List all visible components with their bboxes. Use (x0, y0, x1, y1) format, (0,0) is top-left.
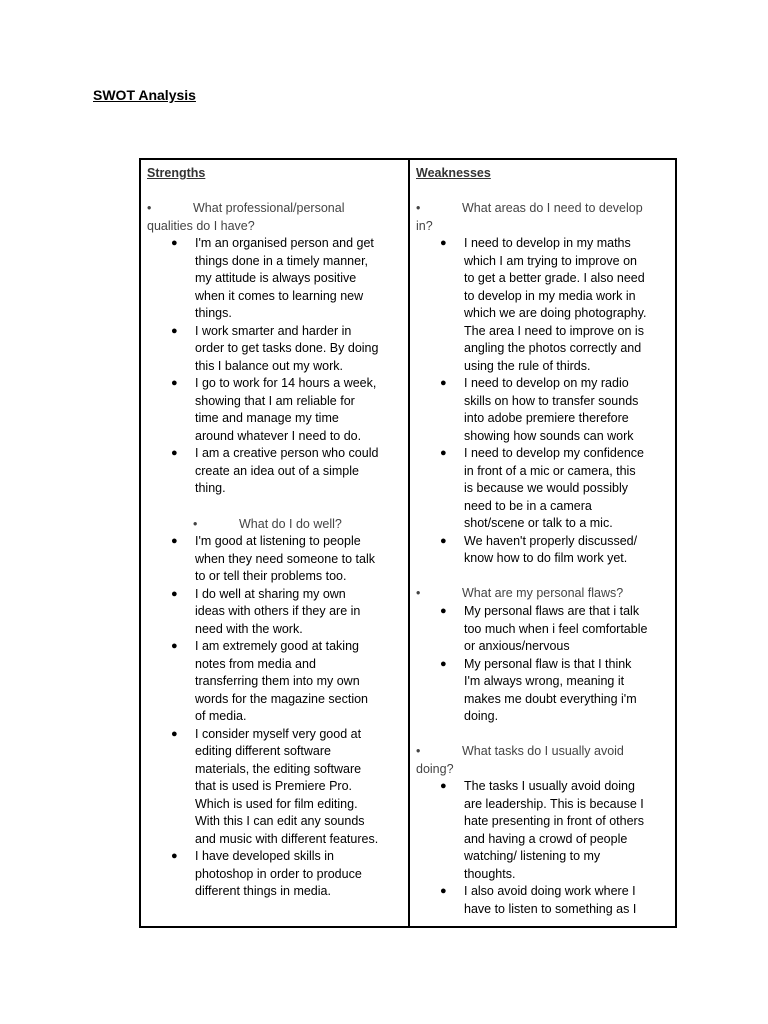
question-bullet: • (416, 586, 421, 600)
list-item: ● My personal flaw is that I think I'm always wrong, meaning it makes me doubt everything i'm doing. (440, 656, 647, 726)
list-item: ● I work smarter and harder in order to get tasks done. By doing this I balance out my work. (171, 323, 378, 376)
weaknesses-list-2 (440, 603, 647, 726)
list-item: ● I go to work for 14 hours a week, showing that I am reliable for time and manage my time around whatever I need to do. (171, 375, 378, 445)
strengths-column (141, 160, 410, 926)
weaknesses-column (410, 160, 675, 926)
list-item: ● I have developed skills in photoshop in order to produce different things in media. (171, 848, 378, 901)
strengths-heading: Strengths (147, 166, 206, 180)
list-item: ● My personal flaws are that i talk too much when i feel comfortable or anxious/nervous (440, 603, 647, 656)
list-item: ● I need to develop my confidence in front of a mic or camera, this is because we would possibly need to be in a camera shot/scene or talk to a mic. (440, 445, 647, 533)
list-item: ● I am a creative person who could create an idea out of a simple thing. (171, 445, 378, 498)
question-bullet: • (193, 517, 198, 531)
strengths-list-1 (171, 235, 378, 498)
question-bullet: • (416, 744, 421, 758)
question-bullet: • (416, 201, 421, 215)
list-item: ● The tasks I usually avoid doing are leadership. This is because I hate presenting in front of others and having a crowd of people watching/ listening to my thoughts. (440, 778, 644, 883)
weaknesses-heading: Weaknesses (416, 166, 491, 180)
list-item: ● I need to develop on my radio skills on how to transfer sounds into adobe premiere therefore showing how sounds can work (440, 375, 647, 445)
list-item: ● I am extremely good at taking notes from media and transferring them into my own words for the magazine section of media. (171, 638, 378, 726)
document-title: SWOT Analysis (93, 87, 196, 103)
list-item: ● I do well at sharing my own ideas with others if they are in need with the work. (171, 586, 378, 639)
weaknesses-list-1 (440, 235, 647, 568)
list-item: ● I'm good at listening to people when they need someone to talk to or tell their problems too. (171, 533, 378, 586)
strengths-question-1: • What professional/personal qualities do I have? (147, 201, 345, 233)
list-item: ● I need to develop in my maths which I am trying to improve on to get a better grade. I also need to develop in my media work in which we are doing photography. The area I need to improve on is angling the photos correctly and using the rule of thirds. (440, 235, 647, 375)
strengths-list-2 (171, 533, 378, 901)
strengths-question-2: • What do I do well? (193, 516, 342, 534)
list-item: ● We haven't properly discussed/ know how to do film work yet. (440, 533, 647, 568)
weaknesses-question-1: • What areas do I need to develop in? (416, 201, 643, 233)
weaknesses-question-2: • What are my personal flaws? (416, 585, 623, 603)
list-item: ● I consider myself very good at editing different software materials, the editing software that is used is Premiere Pro. Which is used for film editing. With this I can edit any sounds and music with different features. (171, 726, 378, 849)
list-item: ● I also avoid doing work where I have to listen to something as I (440, 883, 644, 918)
list-item: ● I'm an organised person and get things done in a timely manner, my attitude is always positive when it comes to learning new things. (171, 235, 378, 323)
weaknesses-question-3: • What tasks do I usually avoid doing? (416, 744, 624, 776)
swot-table (139, 158, 677, 928)
question-bullet: • (147, 201, 152, 215)
weaknesses-list-3 (440, 778, 644, 918)
